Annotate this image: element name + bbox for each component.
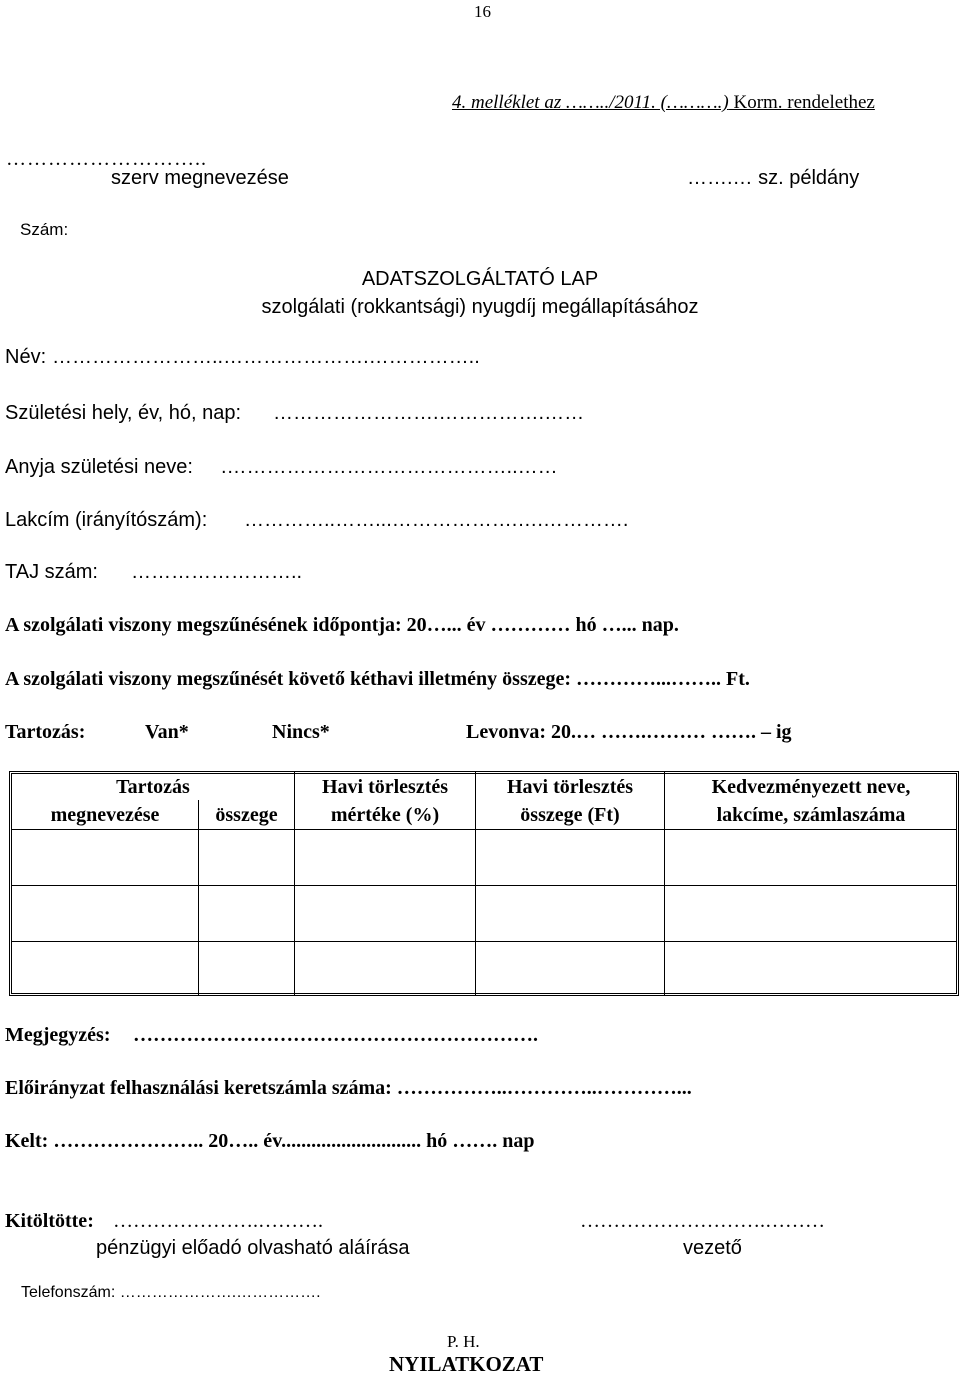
manager-dots: ……………………….……… <box>580 1210 825 1232</box>
table-divider <box>11 829 957 830</box>
header-debt-amount: összege <box>215 804 278 826</box>
header-rate-2: mértéke (%) <box>330 804 440 826</box>
header-beneficiary-2: lakcíme, számlaszáma <box>716 804 906 826</box>
debt-yes: Van* <box>145 721 189 743</box>
phone-line: Telefonszám: ………………….……………. <box>21 1284 321 1301</box>
budget-account: Előirányzat felhasználási keretszámla száma: ……………..…………..…………... <box>5 1077 692 1099</box>
filled-by-label: Kitöltötte: <box>5 1210 94 1232</box>
stamp-place: P. H. <box>447 1332 480 1351</box>
form-title: ADATSZOLGÁLTATÓ LAP <box>361 268 599 290</box>
header-beneficiary-1: Kedvezményezett neve, <box>711 776 911 798</box>
address-label: Lakcím (irányítószám): <box>5 509 208 531</box>
taj-dots: …………………….. <box>131 561 303 583</box>
debt-no: Nincs* <box>272 721 330 743</box>
header-debt-name: megnevezése <box>50 804 160 826</box>
mother-name-label: Anyja születési neve: <box>5 456 193 478</box>
termination-date: A szolgálati viszony megszűnésének időpontja: 20…... év ………… hó …... nap. <box>5 614 679 636</box>
salary-amount: A szolgálati viszony megszűnését követő kéthavi illetmény összege: …………...…….. Ft. <box>5 668 750 690</box>
birth-dots: …………………….…………….…… <box>273 402 585 424</box>
filled-by-dots: ………………….………. <box>113 1210 323 1232</box>
page-number: 16 <box>474 2 491 21</box>
annex-normal: Korm. rendelethez <box>728 92 875 113</box>
form-subtitle: szolgálati (rokkantsági) nyugdíj megállapításához <box>261 296 699 318</box>
header-amount-2: összege (Ft) <box>520 804 620 826</box>
name-dots: ……………………..………………….…………….. <box>52 346 480 368</box>
deduction-period: Levonva: 20.… …….……… ……. – ig <box>466 721 792 743</box>
birth-label: Születési hely, év, hó, nap: <box>5 402 242 424</box>
note-dots: ……………………………………………………. <box>133 1024 538 1046</box>
declaration-title: NYILATKOZAT <box>389 1352 544 1376</box>
org-name-dots: ……………………….. <box>6 148 207 170</box>
header-debt: Tartozás <box>116 776 190 798</box>
copy-number-label: …….… sz. példány <box>687 167 860 189</box>
taj-label: TAJ szám: <box>5 561 98 583</box>
name-label: Név: <box>5 346 47 368</box>
table-divider <box>11 941 957 942</box>
document-number-label: Szám: <box>20 220 69 239</box>
address-dots: …………..……...……………….….…………. <box>244 509 629 531</box>
debt-label: Tartozás: <box>5 721 86 743</box>
mother-name-dots: .……………………………………..…… <box>221 456 558 478</box>
manager-signature-label: vezető <box>683 1237 742 1259</box>
annex-italic: 4. melléklet az ……../2011. (……….) <box>452 92 729 113</box>
officer-signature-label: pénzügyi előadó olvasható aláírása <box>96 1237 410 1259</box>
org-name-label: szerv megnevezése <box>111 167 289 189</box>
table-divider <box>11 885 957 886</box>
note-label: Megjegyzés: <box>5 1024 111 1046</box>
header-rate-1: Havi törlesztés <box>321 776 449 798</box>
header-amount-1: Havi törlesztés <box>506 776 634 798</box>
annex-reference <box>452 92 875 114</box>
date-line: Kelt: ………………….. 20….. év............................ hó ……. nap <box>5 1130 535 1152</box>
